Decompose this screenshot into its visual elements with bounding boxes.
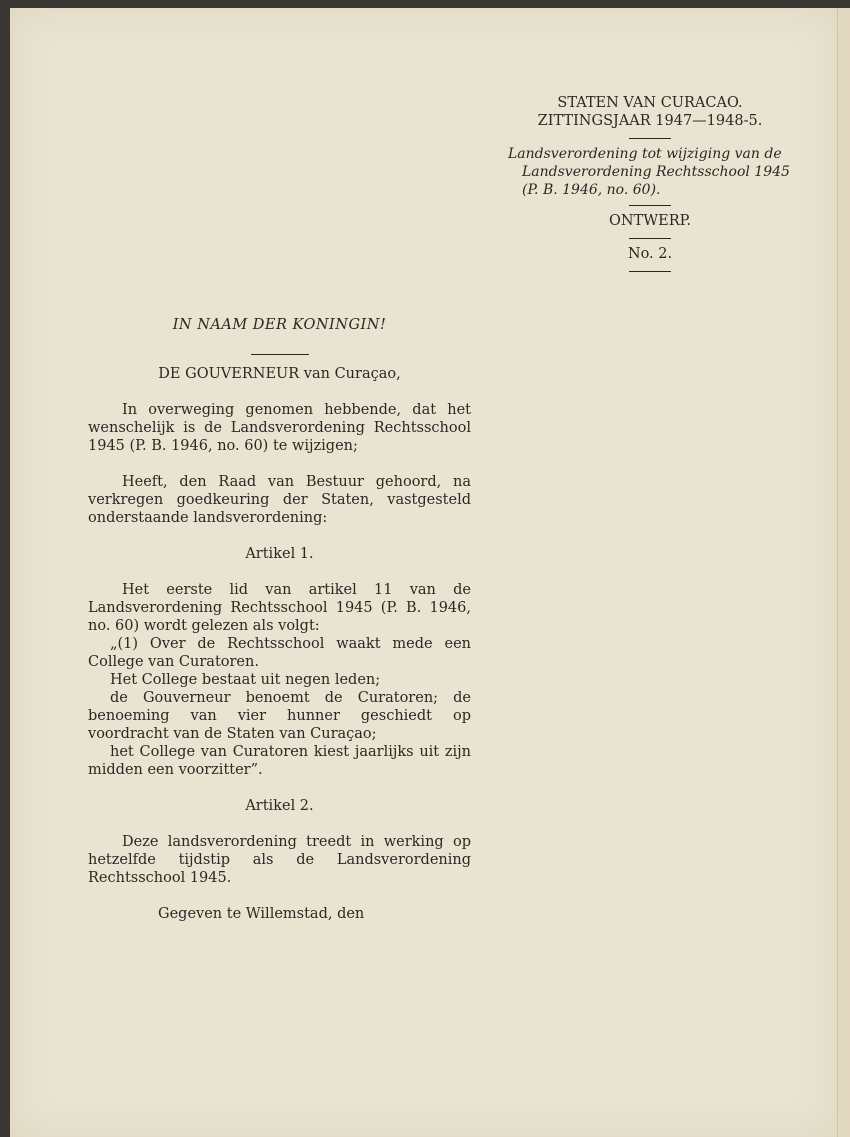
article-1-title: Artikel 1.: [245, 546, 314, 562]
header-number: No. 2.: [627, 246, 673, 262]
article-2-text: Deze landsverordening treedt in werking op hetzelfde tijdstip als de Landsverordening Rechtsschool 1945.: [88, 834, 471, 886]
enactment-paragraph: Heeft, den Raad van Bestuur gehoord, na verkregen goedkeuring der Staten, vastgesteld onderstaande landsverordening:: [88, 474, 471, 526]
subtitle-line-2: Landsverordening Rechtsschool 1945: [522, 164, 790, 180]
invocation: IN NAAM DER KONINGIN!: [172, 317, 387, 333]
header-divider: [629, 205, 671, 206]
header-status: ONTWERP.: [608, 213, 692, 229]
header-divider: [629, 238, 671, 239]
governor-line: DE GOUVERNEUR van Curaçao,: [158, 366, 401, 382]
header-session: ZITTINGSJAAR 1947—1948-5.: [537, 113, 763, 129]
header-title: STATEN VAN CURACAO.: [557, 95, 743, 111]
document-header: [500, 94, 800, 272]
header-divider: [629, 138, 671, 139]
header-subtitle: [500, 145, 800, 199]
article-1-line-3: de Gouverneur benoemt de Curatoren; de benoeming van vier hunner geschiedt op voordracht van de Staten van Curaçao;: [88, 690, 471, 742]
document-body: [88, 316, 471, 923]
article-2-title: Artikel 2.: [245, 798, 314, 814]
subtitle-line-3: (P. B. 1946, no. 60).: [522, 182, 661, 198]
article-1-intro: Het eerste lid van artikel 11 van de Landsverordening Rechtsschool 1945 (P. B. 1946, no. 60) wordt gelezen als volgt:: [88, 582, 471, 634]
page-edge: [837, 8, 850, 1137]
signature-line: Gegeven te Willemstad, den: [158, 906, 365, 922]
document-page: [10, 8, 838, 1137]
article-1-line-4: het College van Curatoren kiest jaarlijks uit zijn midden een voorzitter”.: [88, 744, 471, 778]
header-divider: [629, 271, 671, 272]
subtitle-line-1: Landsverordening tot wijziging van de: [508, 146, 782, 162]
consideration-paragraph: In overweging genomen hebbende, dat het wenschelijk is de Landsverordening Rechtsschool 1945 (P. B. 1946, no. 60) te wijzigen;: [88, 402, 471, 454]
body-divider: [251, 354, 309, 355]
article-1-line-1: „(1) Over de Rechtsschool waakt mede een College van Curatoren.: [88, 636, 471, 670]
article-1-line-2: Het College bestaat uit negen leden;: [110, 672, 381, 688]
